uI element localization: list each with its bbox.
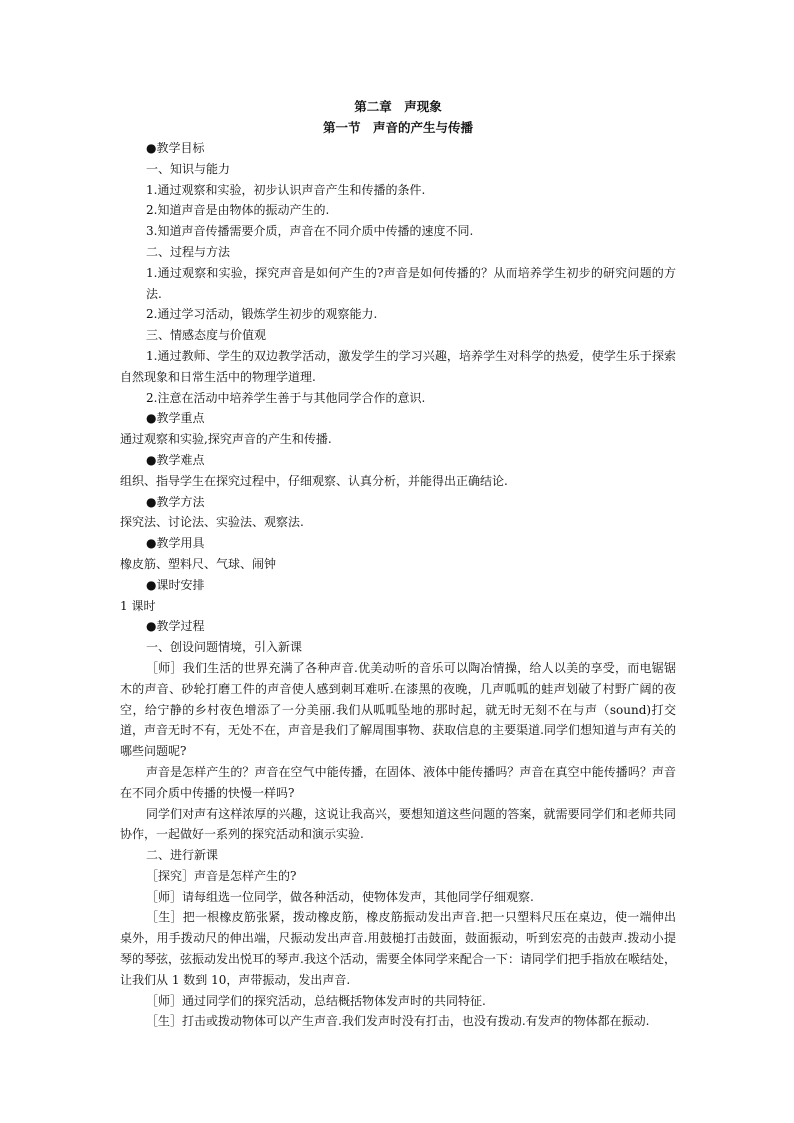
knowledge-item: 1.通过观察和实验，初步认识声音产生和传播的条件.	[146, 182, 426, 197]
key-points-text: 通过观察和实验,探究声音的产生和传播.	[120, 432, 332, 447]
emotion-item: 1.通过教师、学生的双边教学活动，激发学生的学习兴趣，培养学生对科学的热爱，使学生乐于探索自然现象和日常生活中的物理学道理.	[120, 348, 676, 384]
schedule-text: 1 课时	[120, 598, 156, 613]
tools-heading: ●教学用具	[146, 536, 205, 551]
intro-paragraph: 同学们对声有这样浓厚的兴趣，这说让我高兴，要想知道这些问题的答案，就需要同学们和老师共同协作，一起做好一系列的探究活动和演示实验.	[120, 806, 676, 842]
intro-paragraph: 声音是怎样产生的？声音在空气中能传播，在固体、液体中能传播吗？声音在真空中能传播吗？声音在不同介质中传播的快慢一样吗?	[120, 764, 676, 800]
knowledge-item: 2.知道声音是由物体的振动产生的.	[146, 203, 330, 218]
process-section-heading: ●教学过程	[146, 619, 205, 634]
new-lesson-heading: 二、进行新课	[146, 848, 219, 863]
objectives-heading: ●教学目标	[146, 141, 205, 155]
new-lesson-paragraph: ［师］请每组选一位同学，做各种活动，使物体发声，其他同学仔细观察.	[146, 889, 534, 904]
document-body	[120, 96, 676, 1032]
difficulties-text: 组织、指导学生在探究过程中，仔细观察、认真分析，并能得出正确结论.	[120, 473, 508, 488]
process-heading: 二、过程与方法	[146, 244, 231, 259]
process-item: 2.通过学习活动，锻炼学生初步的观察能力.	[146, 307, 378, 322]
methods-text: 探究法、讨论法、实验法、观察法.	[120, 515, 304, 530]
methods-heading: ●教学方法	[146, 494, 205, 509]
section-title: 第一节 声音的产生与传播	[322, 120, 473, 135]
knowledge-item: 3.知道声音传播需要介质，声音在不同介质中传播的速度不同.	[146, 224, 474, 239]
tools-text: 橡皮筋、塑料尺、气球、闹钟	[120, 556, 277, 571]
new-lesson-paragraph: ［生］把一根橡皮筋张紧，拨动橡皮筋，橡皮筋振动发出声音.把一只塑料尺压在桌边，使一端伸出桌外，用手拨动尺的伸出端，尺振动发出声音.用鼓槌打击鼓面，鼓面振动，听到宏亮的击鼓声.拨动小提琴的琴弦，弦振动发出悦耳的琴声.我这个活动，需要全体同学来配合一下：请同学们把手指放在喉结处，让我们从 1 数到 10，声带振动，发出声音.	[120, 910, 676, 987]
process-item: 1.通过观察和实验，探究声音是如何产生的?声音是如何传播的？从而培养学生初步的研究问题的方法.	[146, 265, 676, 301]
schedule-heading: ●课时安排	[146, 577, 205, 592]
chapter-title: 第二章 声现象	[354, 99, 442, 114]
difficulties-heading: ●教学难点	[146, 452, 205, 467]
intro-paragraph: ［师］我们生活的世界充满了各种声音.优美动听的音乐可以陶冶情操，给人以美的享受，而电锯锯木的声音、砂轮打磨工件的声音使人感到刺耳难听.在漆黑的夜晚，几声呱呱的蛙声划破了村野广阔的夜空，给宁静的乡村夜色增添了一分美丽.我们从呱呱坠地的那时起，就无时无刻不在与声（sound)打交道，声音无时不有，无处不在，声音是我们了解周围事物、获取信息的主要渠道.同学们想知道与声有关的哪些问题呢?	[120, 660, 676, 759]
intro-heading: 一、创设问题情境，引入新课	[146, 640, 303, 655]
new-lesson-paragraph: ［师］通过同学们的探究活动，总结概括物体发声时的共同特征.	[146, 993, 486, 1008]
knowledge-heading: 一、知识与能力	[146, 161, 231, 176]
key-points-heading: ●教学重点	[146, 411, 205, 426]
new-lesson-paragraph: ［生］打击或拨动物体可以产生声音.我们发声时没有打击，也没有拨动.有发声的物体都在振动.	[146, 1014, 650, 1029]
emotion-heading: 三、情感态度与价值观	[146, 328, 267, 343]
new-lesson-paragraph: ［探究］声音是怎样产生的?	[146, 868, 297, 883]
emotion-item: 2.注意在活动中培养学生善于与其他同学合作的意识.	[146, 390, 426, 405]
